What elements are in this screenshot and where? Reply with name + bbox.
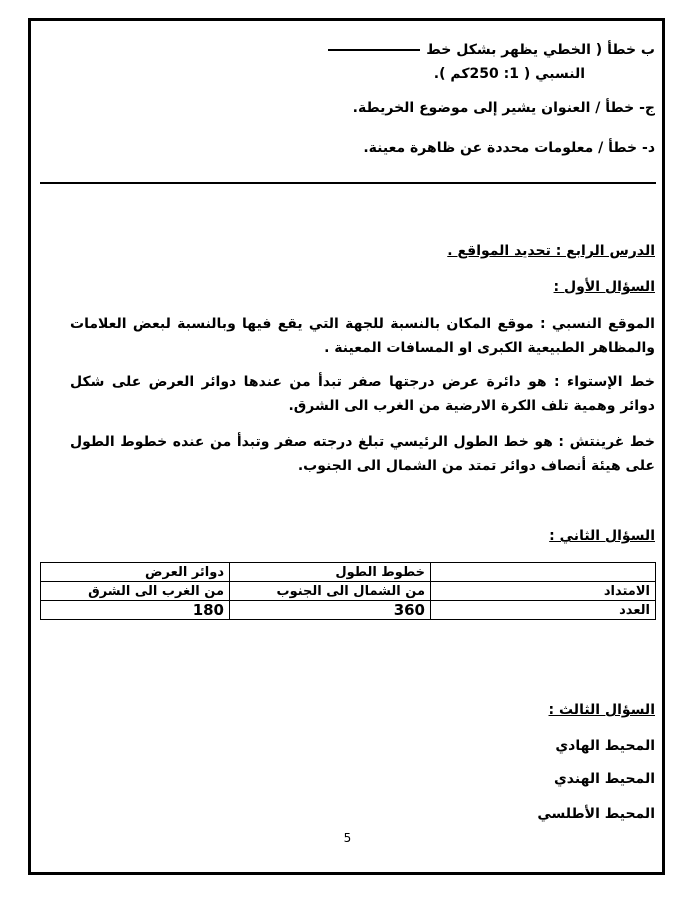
q1-title: السؤال الأول : — [553, 279, 655, 295]
table-header-row — [41, 563, 656, 582]
table-header-latitude: دوائر العرض — [41, 563, 230, 582]
q1-paragraph-relative-location: الموقع النسبي : موقع المكان بالنسبة للجهة التي يقع فيها وبالنسبة لبعض العلامات والمظاهر الطبيعية الكبرى او المسافات المعينة . — [70, 316, 655, 356]
answer-d: د- خطأ / معلومات محددة عن ظاهرة معينة. — [363, 140, 655, 156]
answer-b-line1: ب خطأ ( الخطي يظهر بشكل خط — [328, 42, 655, 58]
table-header-longitude: خطوط الطول — [230, 563, 431, 582]
table-cell: العدد — [431, 601, 656, 620]
q2-table — [40, 562, 656, 620]
table-cell: 360 — [230, 601, 431, 620]
page-number: 5 — [343, 831, 352, 845]
q2-title: السؤال الثاني : — [549, 528, 655, 544]
q1-paragraph-equator: خط الإستواء : هو دائرة عرض درجتها صفر تبدأ من عندها دوائر العرض على شكل دوائر وهمية تلف الكرة الارضية من الغرب الى الشرق. — [70, 374, 655, 414]
lesson-title: الدرس الرابع : تحديد المواقع . — [447, 243, 655, 259]
q3-item: المحيط الهندي — [553, 771, 655, 787]
section-divider — [40, 182, 656, 184]
table-cell: الامتداد — [431, 582, 656, 601]
table-row — [41, 601, 656, 620]
answer-j: ج- خطأ / العنوان يشير إلى موضوع الخريطة. — [352, 100, 655, 116]
q1-paragraph-greenwich: خط غرينتش : هو خط الطول الرئيسي تبلغ درجته صفر وتبدأ من عنده خطوط الطول على هيئة أنصاف دوائر تمتد من الشمال الى الجنوب. — [70, 434, 655, 474]
q3-item: المحيط الهادي — [555, 738, 655, 754]
q3-title: السؤال الثالث : — [548, 702, 655, 718]
blank-line — [328, 49, 420, 51]
table-cell — [431, 563, 656, 582]
table-cell: من الشمال الى الجنوب — [230, 582, 431, 601]
table-row — [41, 582, 656, 601]
table-cell: من الغرب الى الشرق — [41, 582, 230, 601]
answer-b-line2: النسبي ( 1: 250كم ). — [433, 66, 585, 82]
table-cell: 180 — [41, 601, 230, 620]
q3-item: المحيط الأطلسي — [537, 806, 655, 822]
